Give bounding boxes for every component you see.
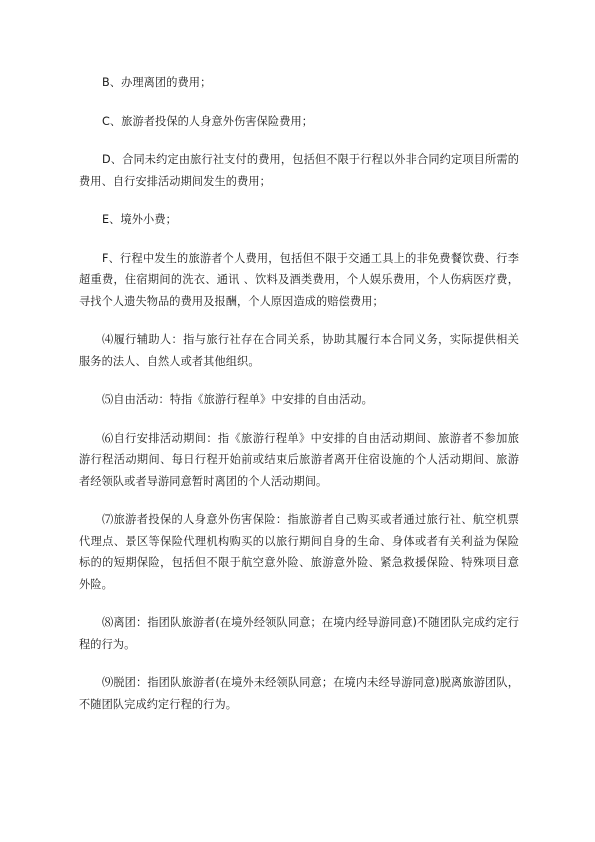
paragraph-9-deserting-group: ⑼脱团：指团队旅游者(在境外未经领队同意；在境内未经导游同意)脱离旅游团队，不随团队完成约定行程的行为。	[79, 676, 519, 711]
paragraph-4-performance-assistant: ⑷履行辅助人：指与旅行社存在合同关系，协助其履行本合同义务，实际提供相关服务的法人、自然人或者其他组织。	[79, 333, 519, 368]
paragraph-6-self-arranged-period: ⑹自行安排活动期间：指《旅游行程单》中安排的自由活动期间、旅游者不参加旅游行程活动期间、每日行程开始前或结束后旅游者离开住宿设施的个人活动期间、旅游者经领队或者导游同意暂时离团的个人活动期间。	[79, 431, 519, 488]
document-page	[79, 72, 519, 732]
paragraph-d: D、合同未约定由旅行社支付的费用，包括但不限于行程以外非合同约定项目所需的费用、自行安排活动期间发生的费用；	[79, 153, 519, 188]
paragraph-b: B、办理离团的费用；	[102, 76, 212, 89]
paragraph-8-leaving-group: ⑻离团：指团队旅游者(在境外经领队同意；在境内经导游同意)不随团队完成约定行程的行为。	[79, 616, 519, 651]
paragraph-c: C、旅游者投保的人身意外伤害保险费用；	[102, 114, 314, 128]
paragraph-7-accident-insurance: ⑺旅游者投保的人身意外伤害保险：指旅游者自己购买或者通过旅行社、航空机票代理点、景区等保险代理机构购买的以旅行期间自身的生命、身体或者有关利益为保险标的的短期保险，包括但不限于航空意外险、旅游意外险、紧急救援保险、特殊项目意外险。	[79, 513, 519, 591]
paragraph-e: E、境外小费；	[102, 213, 177, 226]
paragraph-5-free-activity: ⑸自由活动：特指《旅游行程单》中安排的自由活动。	[102, 393, 373, 406]
paragraph-f: F、行程中发生的旅游者个人费用，包括但不限于交通工具上的非免费餐饮费、行李超重费，住宿期间的洗衣、通讯 、饮料及酒类费用，个人娱乐费用，个人伤病医疗费，寻找个人遗失物品的费用及报酬，个人原因造成的赔偿费用；	[79, 251, 519, 308]
